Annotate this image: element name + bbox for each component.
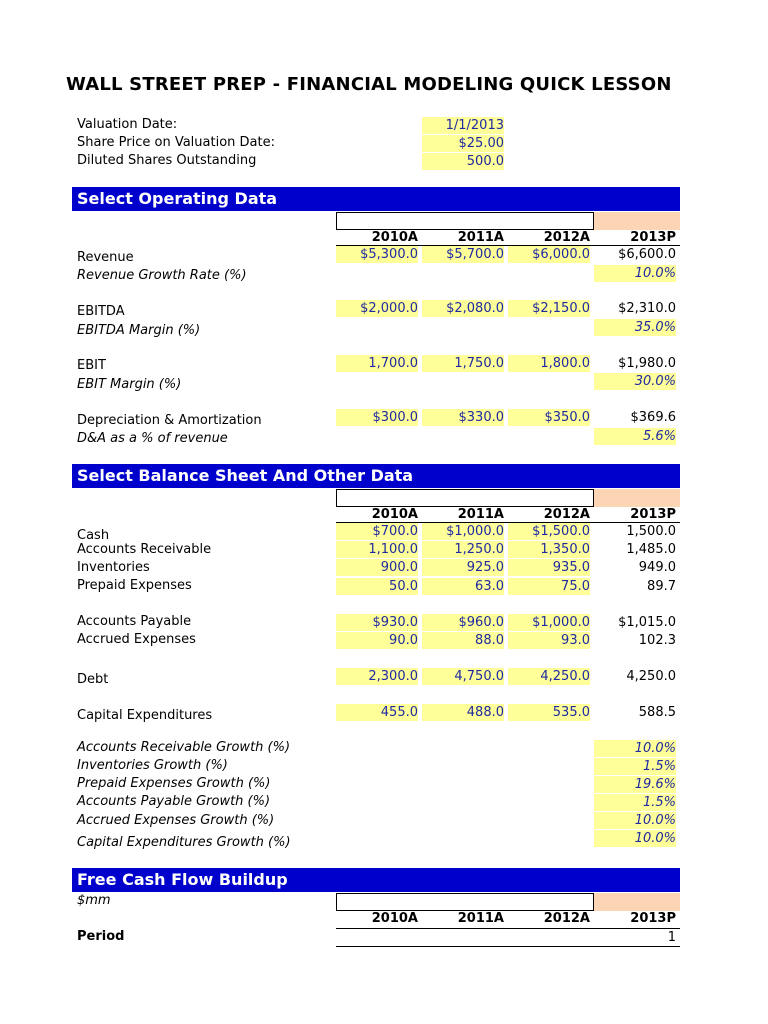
ebitda-margin-label: EBITDA Margin (%)	[77, 323, 201, 338]
diluted-shares-value[interactable]: 500.0	[422, 153, 504, 170]
prepaid-growth-value[interactable]: 19.6%	[594, 776, 676, 793]
inventories-2010[interactable]: 900.0	[336, 559, 418, 576]
fcf-projection-marker	[594, 893, 680, 911]
debt-label: Debt	[77, 672, 109, 687]
col-2012a: 2012A	[543, 911, 590, 926]
prepaid-growth-label: Prepaid Expenses Growth (%)	[77, 776, 271, 791]
col-2013p: 2013P	[630, 230, 676, 245]
da-2012[interactable]: $350.0	[508, 409, 590, 426]
ap-2013: $1,015.0	[618, 615, 676, 630]
ar-growth-label: Accounts Receivable Growth (%)	[77, 740, 291, 755]
capex-2012[interactable]: 535.0	[508, 704, 590, 721]
ap-2012[interactable]: $1,000.0	[508, 614, 590, 631]
cash-2013: 1,500.0	[626, 524, 676, 539]
debt-2011[interactable]: 4,750.0	[422, 668, 504, 685]
ebit-margin-value[interactable]: 30.0%	[594, 373, 676, 390]
period-label: Period	[77, 929, 125, 944]
ebitda-2012[interactable]: $2,150.0	[508, 300, 590, 317]
units-label: $mm	[77, 893, 111, 908]
revenue-2013: $6,600.0	[618, 247, 676, 262]
balance-sheet-banner: Select Balance Sheet And Other Data	[72, 464, 680, 488]
ebit-2012[interactable]: 1,800.0	[508, 355, 590, 372]
valuation-date-label: Valuation Date:	[77, 117, 178, 132]
prepaid-2012[interactable]: 75.0	[508, 578, 590, 595]
ebitda-2011[interactable]: $2,080.0	[422, 300, 504, 317]
prepaid-2011[interactable]: 63.0	[422, 578, 504, 595]
operating-data-banner: Select Operating Data	[72, 187, 680, 211]
inventories-growth-label: Inventories Growth (%)	[77, 758, 228, 773]
page-title: WALL STREET PREP - FINANCIAL MODELING QUICK LESSON	[66, 74, 672, 95]
ap-2011[interactable]: $960.0	[422, 614, 504, 631]
col-2010a: 2010A	[371, 507, 418, 522]
col-2010a: 2010A	[371, 911, 418, 926]
capex-2013: 588.5	[638, 705, 676, 720]
ar-label: Accounts Receivable	[77, 542, 212, 557]
ar-2010[interactable]: 1,100.0	[336, 541, 418, 558]
accrued-2013: 102.3	[638, 633, 676, 648]
prepaid-2013: 89.7	[647, 579, 676, 594]
capex-growth-value[interactable]: 10.0%	[594, 830, 676, 847]
share-price-value[interactable]: $25.00	[422, 135, 504, 152]
ebitda-2010[interactable]: $2,000.0	[336, 300, 418, 317]
ebit-2010[interactable]: 1,700.0	[336, 355, 418, 372]
da-2013: $369.6	[630, 410, 676, 425]
inventories-2012[interactable]: 935.0	[508, 559, 590, 576]
col-2010a: 2010A	[371, 230, 418, 245]
prepaid-2010[interactable]: 50.0	[336, 578, 418, 595]
accrued-2010[interactable]: 90.0	[336, 632, 418, 649]
ar-growth-value[interactable]: 10.0%	[594, 740, 676, 757]
col-2011a: 2011A	[457, 230, 504, 245]
cash-label: Cash	[77, 528, 110, 543]
inventories-label: Inventories	[77, 560, 150, 575]
diluted-shares-label: Diluted Shares Outstanding	[77, 153, 257, 168]
period-underline	[336, 946, 680, 947]
balance-projection-marker	[594, 489, 680, 507]
col-2012a: 2012A	[543, 507, 590, 522]
share-price-label: Share Price on Valuation Date:	[77, 135, 275, 150]
da-pct-label: D&A as a % of revenue	[77, 431, 228, 446]
ar-2012[interactable]: 1,350.0	[508, 541, 590, 558]
capex-2010[interactable]: 455.0	[336, 704, 418, 721]
ap-growth-label: Accounts Payable Growth (%)	[77, 794, 271, 809]
ap-growth-value[interactable]: 1.5%	[594, 794, 676, 811]
revenue-growth-value[interactable]: 10.0%	[594, 265, 676, 282]
inventories-growth-value[interactable]: 1.5%	[594, 758, 676, 775]
ap-2010[interactable]: $930.0	[336, 614, 418, 631]
fcf-banner: Free Cash Flow Buildup	[72, 868, 680, 892]
ebit-label: EBIT	[77, 358, 106, 373]
valuation-date-value[interactable]: 1/1/2013	[422, 117, 504, 134]
col-2011a: 2011A	[457, 911, 504, 926]
da-pct-value[interactable]: 5.6%	[594, 428, 676, 445]
cash-2012[interactable]: $1,500.0	[508, 523, 590, 540]
ebit-2011[interactable]: 1,750.0	[422, 355, 504, 372]
cash-2010[interactable]: $700.0	[336, 523, 418, 540]
revenue-growth-label: Revenue Growth Rate (%)	[77, 268, 247, 283]
revenue-2010[interactable]: $5,300.0	[336, 246, 418, 263]
debt-2013: 4,250.0	[626, 669, 676, 684]
operating-projection-marker	[594, 212, 680, 230]
col-2011a: 2011A	[457, 507, 504, 522]
da-label: Depreciation & Amortization	[77, 413, 262, 428]
ebit-2013: $1,980.0	[618, 356, 676, 371]
operating-header-box	[336, 212, 594, 230]
col-2013p: 2013P	[630, 507, 676, 522]
ebit-margin-label: EBIT Margin (%)	[77, 377, 182, 392]
debt-2012[interactable]: 4,250.0	[508, 668, 590, 685]
ebitda-label: EBITDA	[77, 304, 125, 319]
prepaid-label: Prepaid Expenses	[77, 578, 192, 593]
ap-label: Accounts Payable	[77, 614, 192, 629]
debt-2010[interactable]: 2,300.0	[336, 668, 418, 685]
revenue-2011[interactable]: $5,700.0	[422, 246, 504, 263]
col-2012a: 2012A	[543, 230, 590, 245]
accrued-growth-value[interactable]: 10.0%	[594, 812, 676, 829]
accrued-growth-label: Accrued Expenses Growth (%)	[77, 813, 275, 828]
da-2010[interactable]: $300.0	[336, 409, 418, 426]
accrued-label: Accrued Expenses	[77, 632, 196, 647]
ebitda-2013: $2,310.0	[618, 301, 676, 316]
balance-header-box	[336, 489, 594, 507]
fcf-header-box	[336, 893, 594, 911]
cash-2011[interactable]: $1,000.0	[422, 523, 504, 540]
capex-growth-label: Capital Expenditures Growth (%)	[77, 835, 291, 850]
ebitda-margin-value[interactable]: 35.0%	[594, 319, 676, 336]
ar-2013: 1,485.0	[626, 542, 676, 557]
ar-2011[interactable]: 1,250.0	[422, 541, 504, 558]
revenue-label: Revenue	[77, 250, 134, 265]
period-2013: 1	[667, 930, 676, 945]
capex-2011[interactable]: 488.0	[422, 704, 504, 721]
capex-label: Capital Expenditures	[77, 708, 213, 723]
da-2011[interactable]: $330.0	[422, 409, 504, 426]
inventories-2011[interactable]: 925.0	[422, 559, 504, 576]
col-2013p: 2013P	[630, 911, 676, 926]
accrued-2012[interactable]: 93.0	[508, 632, 590, 649]
revenue-2012[interactable]: $6,000.0	[508, 246, 590, 263]
inventories-2013: 949.0	[638, 560, 676, 575]
accrued-2011[interactable]: 88.0	[422, 632, 504, 649]
